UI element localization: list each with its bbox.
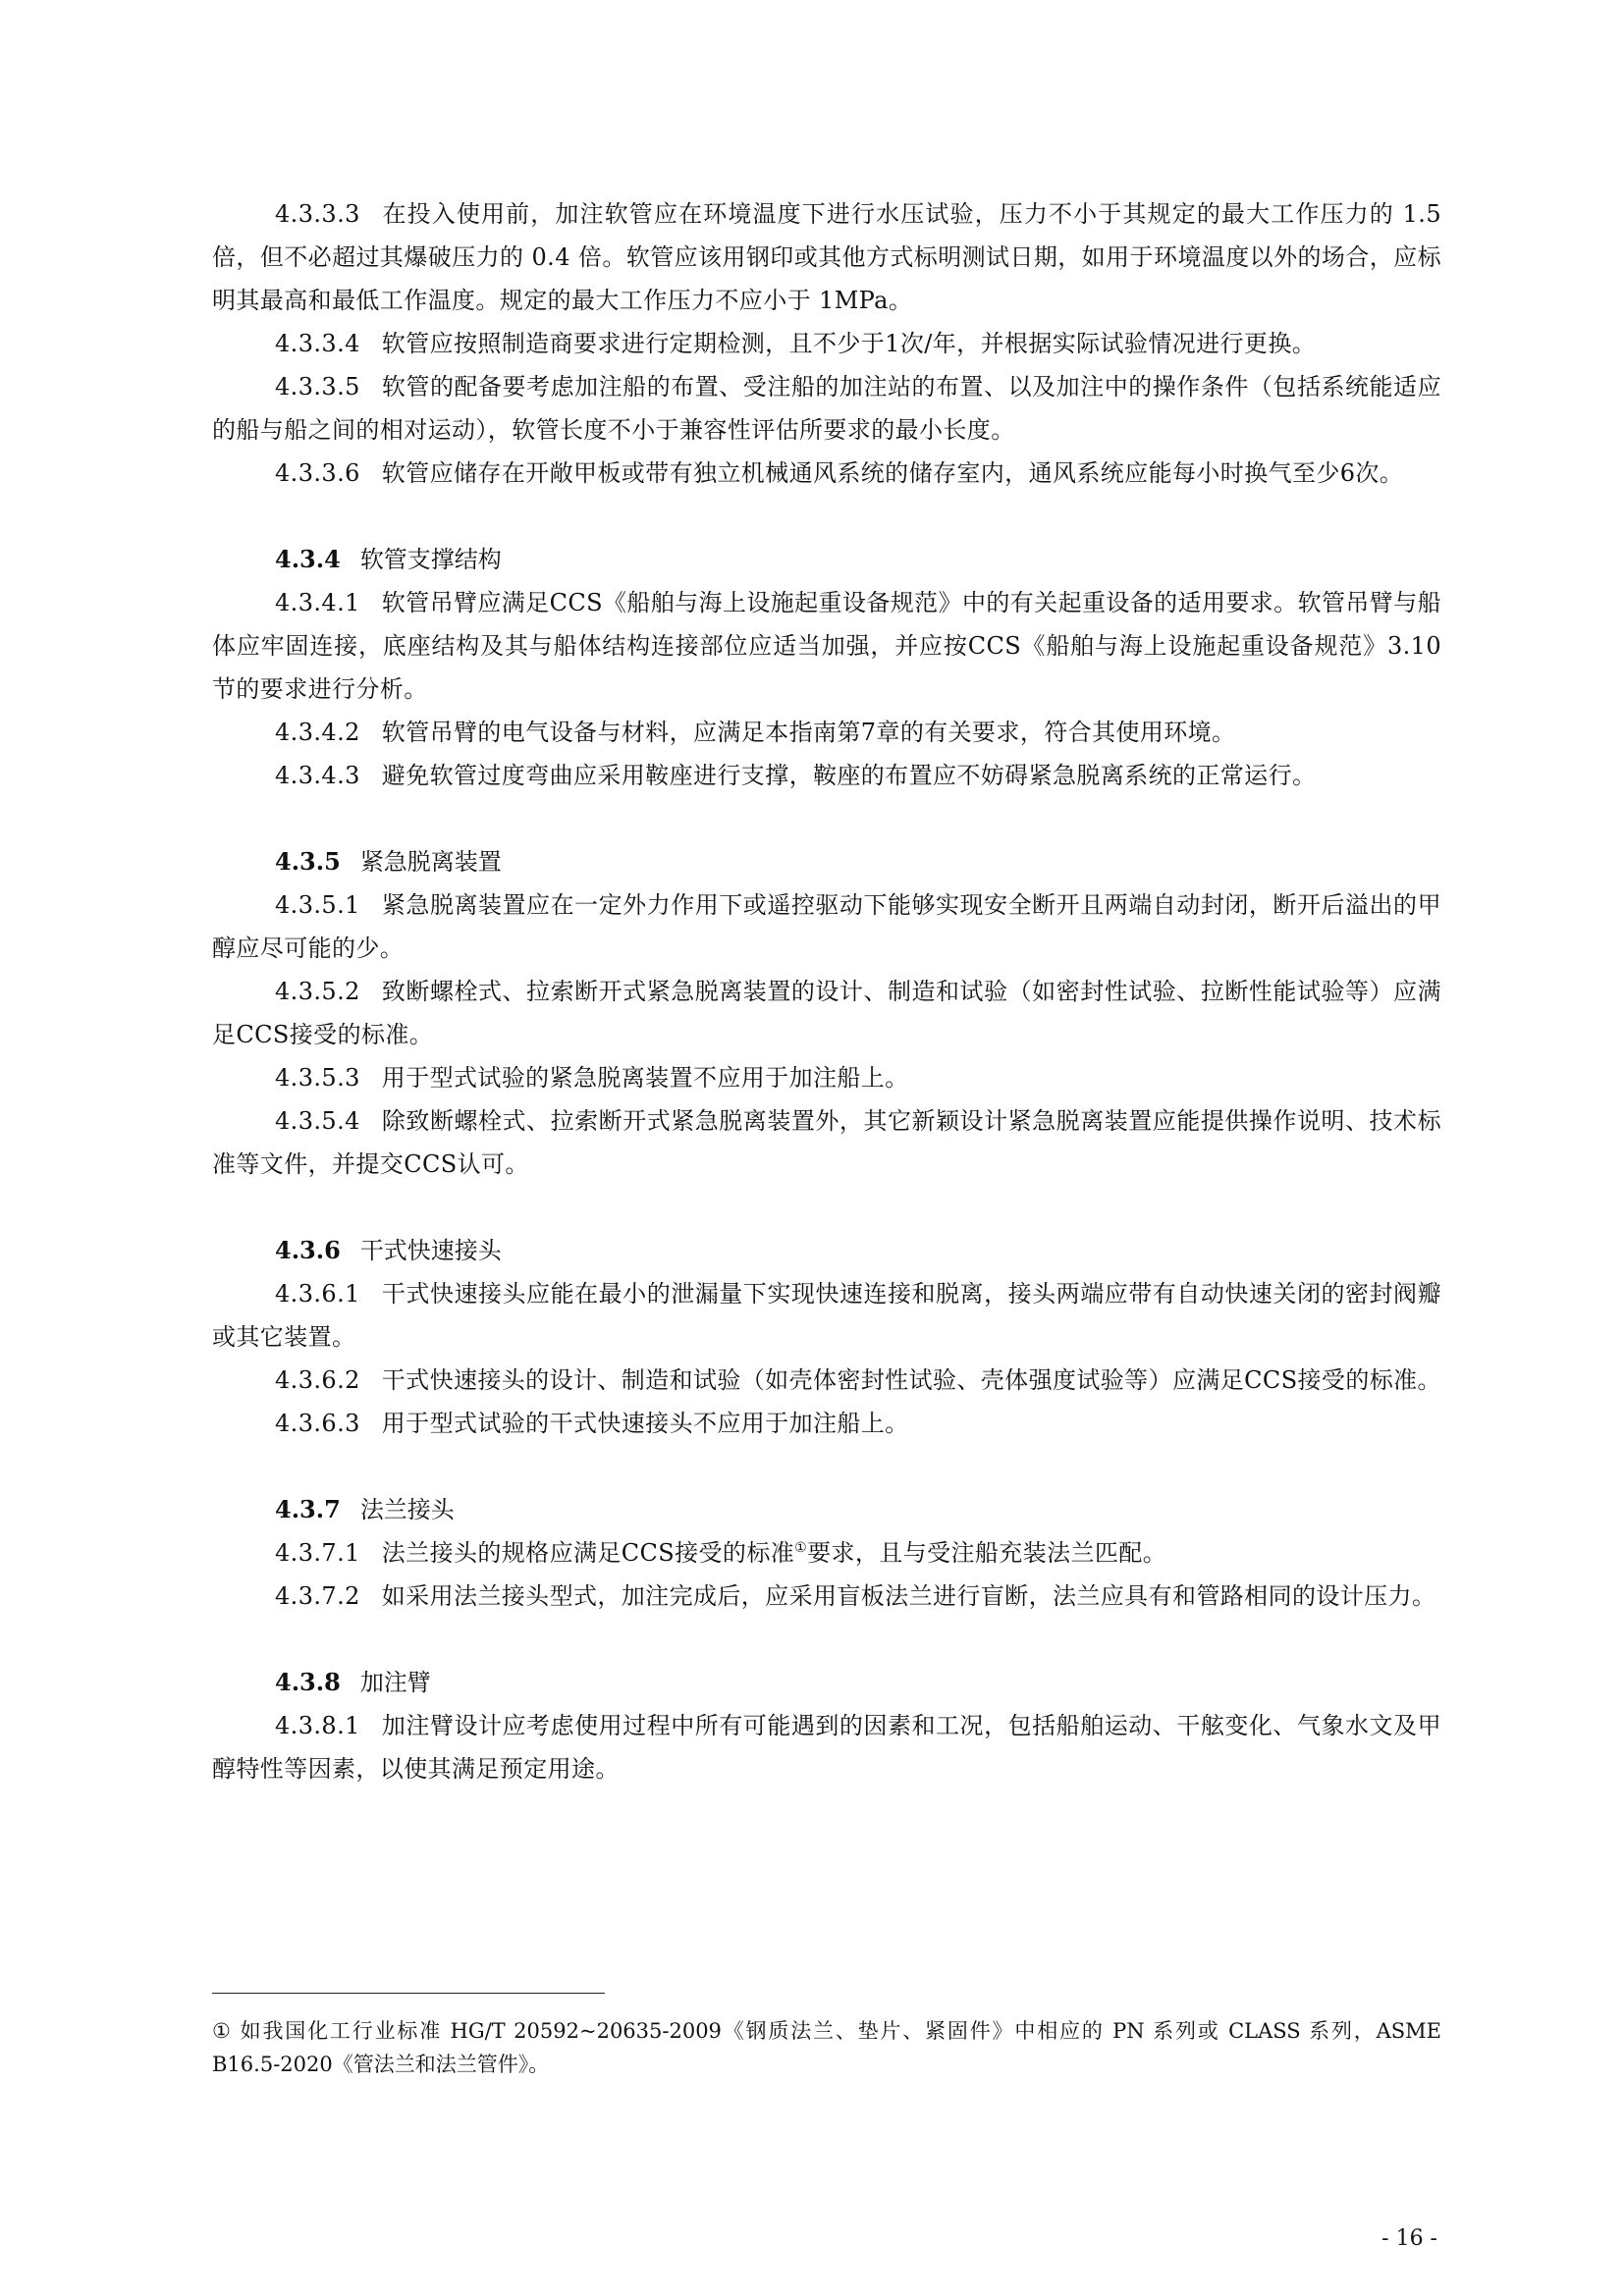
paragraph-4-3-3-4: 4.3.3.4 软管应按照制造商要求进行定期检测，且不少于1次/年，并根据实际试验情况进行更换。 xyxy=(275,330,1317,357)
paragraph-4-3-5-2: 4.3.5.2 致断螺栓式、拉索断开式紧急脱离装置的设计、制造和试验（如密封性试验、拉断性能试验等）应满足CCS接受的标准。 xyxy=(212,978,1441,1048)
paragraph-4-3-3-5: 4.3.3.5 软管的配备要考虑加注船的布置、受注船的加注站的布置、以及加注中的操作条件（包括系统能适应的船与船之间的相对运动），软管长度不小于兼容性评估所要求的最小长度。 xyxy=(212,373,1441,444)
document-body xyxy=(212,192,1441,1790)
paragraph-4-3-6-1: 4.3.6.1 干式快速接头应能在最小的泄漏量下实现快速连接和脱离，接头两端应带有自动快速关闭的密封阀瓣或其它装置。 xyxy=(212,1280,1441,1351)
footnote-text: 如我国化工行业标准 HG/T 20592~20635-2009《钢质法兰、垫片、紧固件》中相应的 PN 系列或 CLASS 系列，ASME B16.5-2020《管法兰和法兰管件》。 xyxy=(212,2019,1442,2076)
paragraph-4-3-4-3: 4.3.4.3 避免软管过度弯曲应采用鞍座进行支撑，鞍座的布置应不妨碍紧急脱离系统的正常运行。 xyxy=(275,762,1317,789)
paragraph-4-3-6-3: 4.3.6.3 用于型式试验的干式快速接头不应用于加注船上。 xyxy=(275,1410,909,1437)
footnote-mark: ① xyxy=(212,2019,233,2043)
paragraph-4-3-5-1: 4.3.5.1 紧急脱离装置应在一定外力作用下或遥控驱动下能够实现安全断开且两端自动封闭，断开后溢出的甲醇应尽可能的少。 xyxy=(212,891,1441,962)
section-4-3-5 xyxy=(212,840,1441,1186)
section-4-3-8 xyxy=(212,1661,1441,1790)
paragraph-4-3-4-1: 4.3.4.1 软管吊臂应满足CCS《船舶与海上设施起重设备规范》中的有关起重设备的适用要求。软管吊臂与船体应牢固连接，底座结构及其与船体结构连接部位应适当加强，并应按CCS《船舶与海上设施起重设备规范》3.10节的要求进行分析。 xyxy=(212,589,1441,703)
section-heading: 4.3.4 软管支撑结构 xyxy=(275,545,502,573)
section-4-3-4 xyxy=(212,538,1441,797)
section-heading: 4.3.7 法兰接头 xyxy=(275,1495,455,1523)
footnote-separator xyxy=(212,1993,605,1994)
paragraph-4-3-5-4: 4.3.5.4 除致断螺栓式、拉索断开式紧急脱离装置外，其它新颖设计紧急脱离装置应能提供操作说明、技术标准等文件，并提交CCS认可。 xyxy=(212,1107,1441,1178)
spacer xyxy=(212,495,1441,538)
paragraph-4-3-8-1: 4.3.8.1 加注臂设计应考虑使用过程中所有可能遇到的因素和工况，包括船舶运动、干舷变化、气象水文及甲醇特性等因素，以使其满足预定用途。 xyxy=(212,1712,1441,1783)
paragraph-4-3-4-2: 4.3.4.2 软管吊臂的电气设备与材料，应满足本指南第7章的有关要求，符合其使用环境。 xyxy=(275,719,1236,746)
paragraph-4-3-6-2: 4.3.6.2 干式快速接头的设计、制造和试验（如壳体密封性试验、壳体强度试验等）应满足CCS接受的标准。 xyxy=(275,1366,1441,1394)
section-4-3-3-continued xyxy=(212,192,1441,495)
paragraph-4-3-7-1: 4.3.7.1 法兰接头的规格应满足CCS接受的标准①要求，且与受注船充装法兰匹配。 xyxy=(275,1539,1167,1567)
paragraph-4-3-3-3: 4.3.3.3 在投入使用前，加注软管应在环境温度下进行水压试验，压力不小于其规定的最大工作压力的 1.5 倍，但不必超过其爆破压力的 0.4 倍。软管应该用钢印或其他方式标明测试日期，如用于环境温度以外的场合，应标明其最高和最低工作温度。规定的最大工作压力不应小于 1MPa。 xyxy=(212,200,1441,314)
section-4-3-7 xyxy=(212,1488,1441,1618)
spacer xyxy=(212,1445,1441,1488)
page-number: - 16 - xyxy=(1381,2226,1437,2251)
spacer xyxy=(212,1186,1441,1229)
paragraph-4-3-5-3: 4.3.5.3 用于型式试验的紧急脱离装置不应用于加注船上。 xyxy=(275,1064,909,1092)
section-4-3-6 xyxy=(212,1229,1441,1445)
spacer xyxy=(212,797,1441,840)
paragraph-4-3-3-6: 4.3.3.6 软管应储存在开敞甲板或带有独立机械通风系统的储存室内，通风系统应能每小时换气至少6次。 xyxy=(275,459,1404,487)
footnote xyxy=(212,2014,1441,2081)
section-heading: 4.3.6 干式快速接头 xyxy=(275,1236,502,1264)
footnote-reference[interactable]: ① xyxy=(794,1540,808,1556)
section-heading: 4.3.5 紧急脱离装置 xyxy=(275,847,502,876)
paragraph-4-3-7-2: 4.3.7.2 如采用法兰接头型式，加注完成后，应采用盲板法兰进行盲断，法兰应具有和管路相同的设计压力。 xyxy=(275,1582,1436,1610)
section-heading: 4.3.8 加注臂 xyxy=(275,1668,431,1696)
spacer xyxy=(212,1618,1441,1661)
